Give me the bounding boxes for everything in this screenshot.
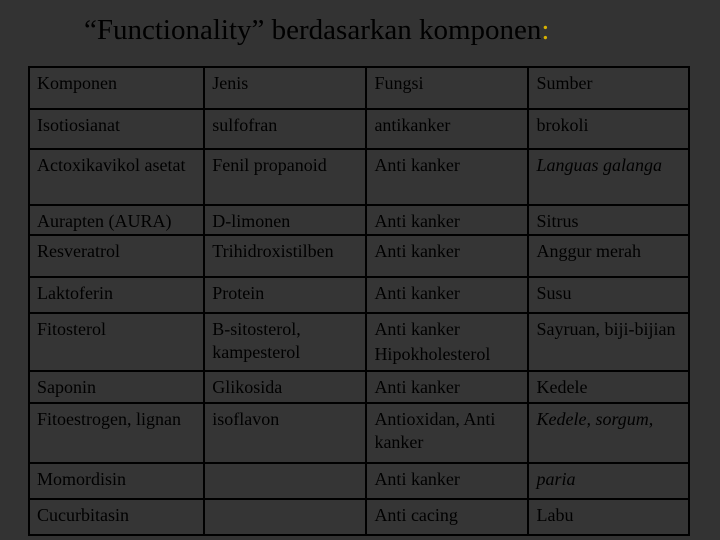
table-cell: brokoli (528, 109, 689, 149)
table-cell: Kedele, sorgum, (528, 403, 689, 463)
table-cell: Anti kanker (366, 463, 528, 499)
table-cell: Anti kanker (366, 277, 528, 313)
table-cell: Fitoestrogen, lignan (29, 403, 204, 463)
table-cell: Glikosida (204, 371, 366, 403)
table-row (29, 149, 689, 205)
table-cell: Isotiosianat (29, 109, 204, 149)
table-cell: isoflavon (204, 403, 366, 463)
table-cell: Actoxikavikol asetat (29, 149, 204, 205)
cell-line: Anti kanker (374, 319, 460, 339)
table-row (29, 313, 689, 371)
table-row (29, 403, 689, 463)
table-cell: Resveratrol (29, 235, 204, 277)
table-row (29, 499, 689, 535)
table-row (29, 205, 689, 235)
table-cell: Antioxidan, Anti kanker (366, 403, 528, 463)
table-cell: Anti cacing (366, 499, 528, 535)
table-cell: Protein (204, 277, 366, 313)
table-cell (204, 463, 366, 499)
table-cell: D-limonen (204, 205, 366, 235)
table-cell: paria (528, 463, 689, 499)
table-row (29, 109, 689, 149)
table-cell: Anti kanker (366, 149, 528, 205)
header-cell: Jenis (204, 67, 366, 109)
table-cell: Susu (528, 277, 689, 313)
table-cell: Fenil propanoid (204, 149, 366, 205)
header-cell: Fungsi (366, 67, 528, 109)
table-cell: B-sitosterol, kampesterol (204, 313, 366, 371)
header-cell: Sumber (528, 67, 689, 109)
table-cell: Momordisin (29, 463, 204, 499)
table-row (29, 277, 689, 313)
table-cell: Fitosterol (29, 313, 204, 371)
table-cell: Trihidroxistilben (204, 235, 366, 277)
table-cell: Sitrus (528, 205, 689, 235)
cell-line: Hipokholesterol (374, 344, 491, 364)
table-cell: Labu (528, 499, 689, 535)
table-cell: Laktoferin (29, 277, 204, 313)
table-cell: antikanker (366, 109, 528, 149)
table-cell: Anti kanker (366, 205, 528, 235)
table-cell: Sayruan, biji-bijian (528, 313, 689, 371)
table-cell (366, 313, 528, 371)
table-cell (204, 499, 366, 535)
header-cell: Komponen (29, 67, 204, 109)
table-cell: Anggur merah (528, 235, 689, 277)
table-cell: Anti kanker (366, 371, 528, 403)
table-cell: sulfofran (204, 109, 366, 149)
table-cell: Anti kanker (366, 235, 528, 277)
components-table (28, 66, 690, 536)
page-title: “Functionality” berdasarkan komponen: (84, 14, 550, 46)
table-cell: Aurapten (AURA) (29, 205, 204, 235)
table-row (29, 235, 689, 277)
table-cell: Cucurbitasin (29, 499, 204, 535)
table-cell: Kedele (528, 371, 689, 403)
table-row (29, 371, 689, 403)
table-header-row (29, 67, 689, 109)
table-cell: Saponin (29, 371, 204, 403)
table-cell: Languas galanga (528, 149, 689, 205)
table-row (29, 463, 689, 499)
